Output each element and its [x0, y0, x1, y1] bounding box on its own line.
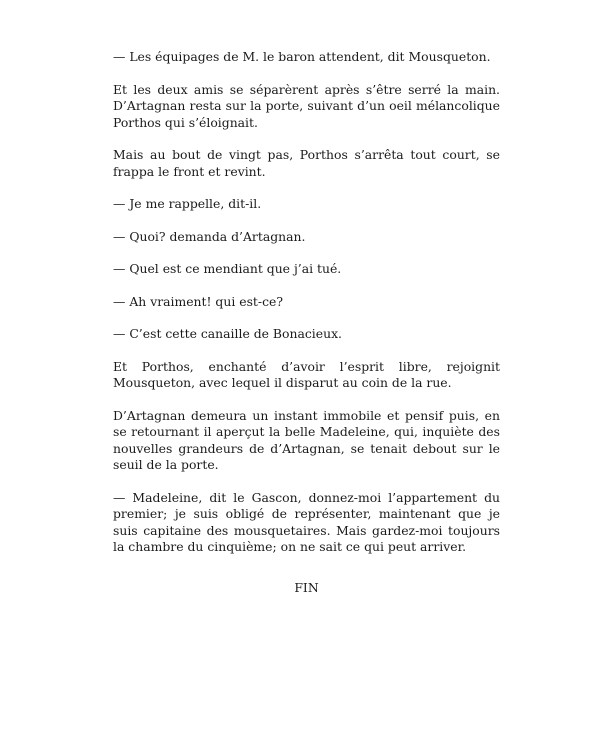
- paragraph-2: Et les deux amis se séparèrent après s’être serré la main. D’Artagnan resta sur la porte, suivant d’un oeil mélancolique Porthos qui s’éloignait.: [113, 81, 500, 130]
- paragraph-1: — Les équipages de M. le baron attendent, dit Mousqueton.: [113, 49, 491, 64]
- paragraph-8: — C’est cette canaille de Bonacieux.: [113, 326, 342, 341]
- closing-fin: FIN: [294, 579, 319, 595]
- paragraph-6: — Quel est ce mendiant que j’ai tué.: [113, 261, 342, 276]
- paragraph-11: — Madeleine, dit le Gascon, donnez-moi l’appartement du premier; je suis obligé de représenter, maintenant que je suis capitaine des mousquetaires. Mais gardez-moi toujours la chambre du cinquième; on ne sait ce qui peut arriver.: [113, 489, 500, 554]
- paragraph-7: — Ah vraiment! qui est-ce?: [113, 293, 284, 309]
- body-text: [113, 49, 500, 608]
- paragraph-4: — Je me rappelle, dit-il.: [113, 196, 262, 211]
- paragraph-10: D’Artagnan demeura un instant immobile et pensif puis, en se retournant il aperçut la belle Madeleine, qui, inquiète des nouvelles grandeurs de d’Artagnan, se tenait debout sur le seuil de la porte.: [113, 407, 500, 472]
- paragraph-9: Et Porthos, enchanté d’avoir l’esprit libre, rejoignit Mousqueton, avec lequel il disparut au coin de la rue.: [113, 358, 500, 390]
- paragraph-3: Mais au bout de vingt pas, Porthos s’arrêta tout court, se frappa le front et revint.: [113, 147, 500, 179]
- paragraph-5: — Quoi? demanda d’Artagnan.: [113, 228, 306, 244]
